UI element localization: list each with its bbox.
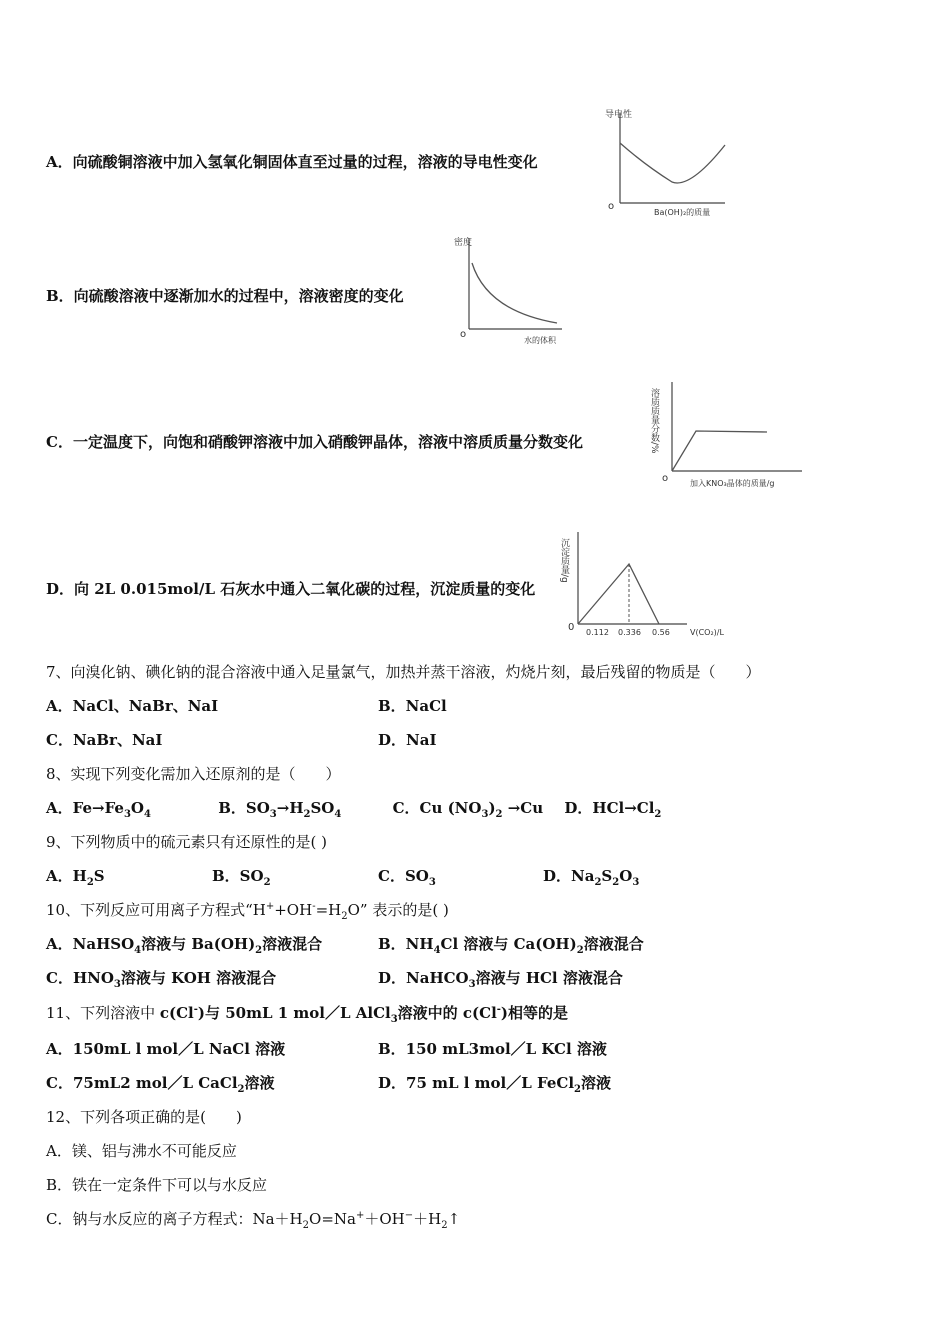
- q8-option-d: D．$HCl\to Cl_2$: [564, 799, 662, 820]
- q12-stem: 12、下列各项正确的是( ): [46, 1108, 242, 1126]
- q9-option-d: D．$Na_2S_2O_3$: [543, 867, 640, 888]
- q7-option-a: A．NaCl、NaBr、NaI: [46, 697, 219, 715]
- q7-stem: 7、向溴化钠、碘化钠的混合溶液中通入足量氯气，加热并蒸干溶液，灼烧片刻，最后残留的物质是（ ）: [46, 663, 761, 681]
- q8-option-b: B．$SO_3\to H_2SO_4$: [218, 799, 342, 820]
- option-d-text: D．向 2L 0.015mol/L 石灰水中通入二氧化碳的过程，沉淀质量的变化: [46, 580, 536, 598]
- q9-option-a: A．$H_2S$: [46, 867, 105, 888]
- graph-b-origin: o: [460, 329, 467, 340]
- q8-option-a: A．$Fe\to Fe_3O_4$: [46, 799, 151, 820]
- graph-d-curve: [578, 564, 659, 624]
- graph-c: [649, 378, 812, 490]
- q10-option-d: D．NaHCO$_3$溶液与 HCl 溶液混合: [378, 969, 623, 990]
- graph-a-xlabel: Ba(OH)₂的质量: [654, 208, 711, 217]
- q10-stem: 10、下列反应可用离子方程式“$H^++OH^-=H_2O$” 表示的是( ): [46, 901, 449, 922]
- q7-option-b: B．NaCl: [378, 697, 447, 715]
- q11-option-c: C．75mL2 mol／L CaCl$_2$溶液: [46, 1074, 275, 1095]
- graph-c-xlabel: 加入KNO₃晶体的质量/g: [690, 479, 775, 488]
- q12-option-b: B．铁在一定条件下可以与水反应: [46, 1176, 268, 1194]
- graph-c-ylabel: 溶质质量分数/%: [649, 388, 659, 454]
- q12-option-c: C．钠与水反应的离子方程式：$Na+H_2O=Na^++OH^-+H_2↑$: [46, 1210, 461, 1231]
- q8-stem: 8、实现下列变化需加入还原剂的是（ ）: [46, 765, 341, 783]
- graph-d-tick-0336: 0.336: [618, 628, 641, 637]
- q11-option-b: B．150 mL3mol／L KCl 溶液: [378, 1040, 607, 1058]
- q10-option-a: A．NaHSO$_4$溶液与 $Ba(OH)_2$溶液混合: [46, 935, 323, 956]
- graph-b-curve: [472, 263, 557, 323]
- q12-option-a: A．镁、铝与沸水不可能反应: [46, 1142, 237, 1160]
- graph-d-tick-0112: 0.112: [586, 628, 609, 637]
- graph-d: [559, 528, 737, 643]
- q11-option-a: A．150mL l mol／L NaCl 溶液: [46, 1040, 286, 1058]
- option-b-text: B．向硫酸溶液中逐渐加水的过程中，溶液密度的变化: [46, 287, 404, 305]
- q8-options: [46, 798, 661, 818]
- graph-b: [452, 233, 572, 348]
- q11-option-d: D．75 mL l mol／L FeCl$_2$溶液: [378, 1074, 612, 1095]
- option-c-text: C．一定温度下，向饱和硝酸钾溶液中加入硝酸钾晶体，溶液中溶质质量分数变化: [46, 433, 583, 451]
- graph-b-xlabel: 水的体积: [524, 336, 556, 345]
- graph-d-xlabel: V(CO₂)/L: [690, 628, 724, 637]
- graph-a-curve: [620, 143, 725, 183]
- graph-a-ylabel: 导电性: [605, 110, 633, 120]
- graph-c-origin: o: [662, 473, 669, 484]
- graph-a-origin: o: [608, 201, 615, 212]
- graph-a: [600, 105, 730, 220]
- q7-option-c: C．NaBr、NaI: [46, 731, 163, 749]
- q10-option-c: C．$HNO_3$溶液与 KOH 溶液混合: [46, 969, 277, 990]
- q11-stem: 11、下列溶液中 c(Cl-)与 50mL 1 mol／L AlCl$_3$溶液中的 c(Cl-)相等的是: [46, 1004, 569, 1025]
- graph-d-origin: 0: [568, 622, 575, 633]
- q8-option-c: C．Cu $(NO_3)_2 \to Cu$: [392, 799, 544, 820]
- graph-c-curve: [672, 431, 767, 471]
- q9-stem: 9、下列物质中的硫元素只有还原性的是( ): [46, 833, 328, 851]
- q7-option-d: D．NaI: [378, 731, 437, 749]
- q9-option-b: B．$SO_2$: [212, 867, 271, 888]
- q9-option-c: C．$SO_3$: [378, 867, 436, 888]
- q10-option-b: B．$NH_4Cl$ 溶液与 $Ca(OH)_2$溶液混合: [378, 935, 644, 956]
- graph-d-tick-056: 0.56: [652, 628, 670, 637]
- graph-d-ylabel: 沉淀质量/g: [559, 538, 569, 583]
- graph-b-ylabel: 密度: [454, 238, 473, 248]
- option-a-text: A．向硫酸铜溶液中加入氢氧化铜固体直至过量的过程，溶液的导电性变化: [46, 153, 538, 171]
